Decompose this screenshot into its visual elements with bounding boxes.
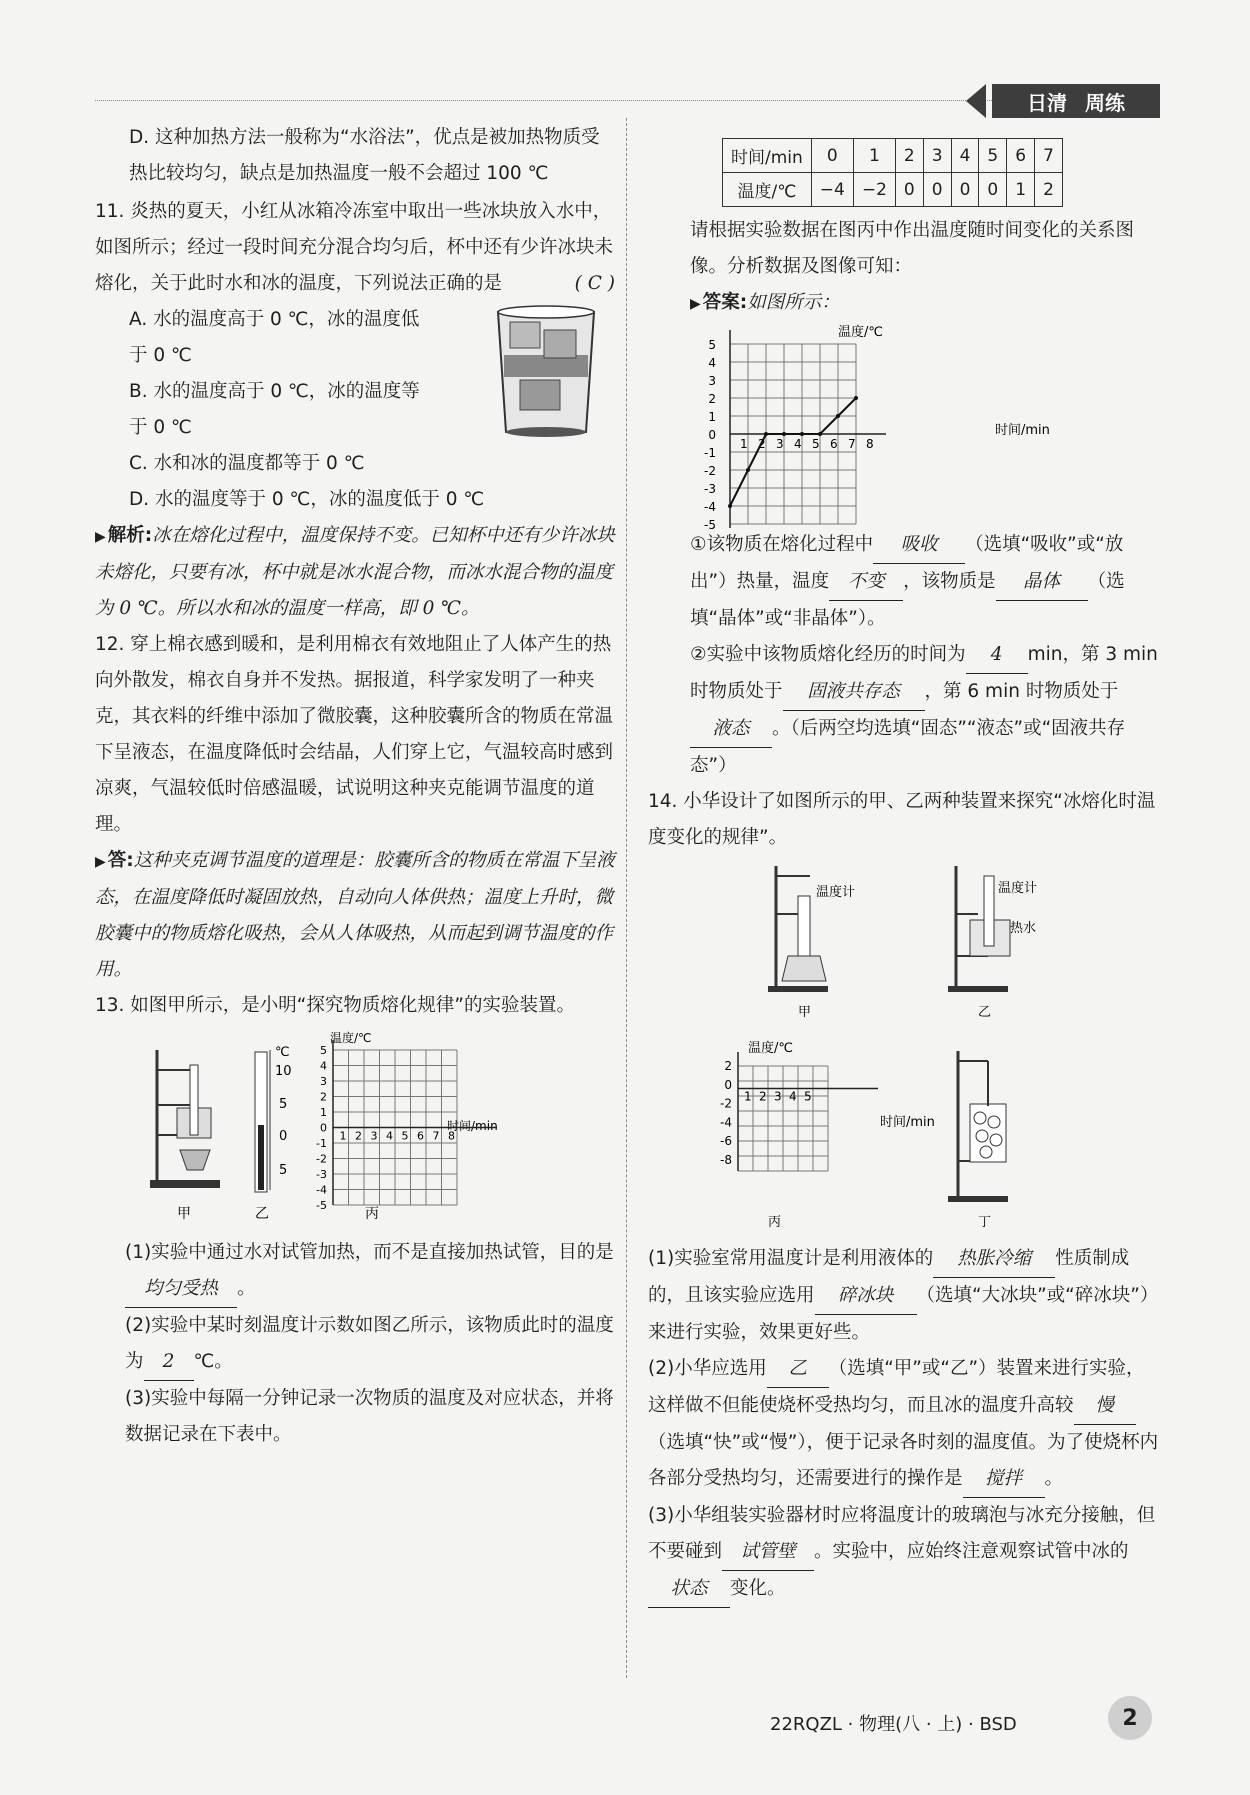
header-daily: 日清 [1027,90,1067,115]
q13-figures [95,1030,615,1230]
answer-y-tick: 4 [708,356,716,370]
table-cell: 0 [979,173,1007,207]
q14-stem: 14. 小华设计了如图所示的甲、乙两种装置来探究“冰熔化时温度变化的规律”。 [648,791,1156,848]
q14-fig-label-jia: 甲 [798,1005,812,1020]
answer-y-tick: -5 [704,518,716,532]
q13-sub-2-ans-1: 4 [966,637,1028,674]
answer-data-point [764,432,768,436]
q11-option-b: B. 水的温度高于 0 ℃，冰的温度等于 0 ℃ [129,381,420,438]
grid14-x-tick: 5 [804,1089,812,1104]
answer-x-tick: 7 [848,437,856,451]
grid14-x-tick: 1 [744,1089,752,1104]
grid13-y-tick: 3 [320,1075,327,1088]
grid13-y-tick: 2 [320,1090,327,1104]
q13-sub-2-ans-3: 液态 [690,711,772,748]
fig-label-yi: 乙 [255,1206,269,1222]
answer-data-point [800,432,804,436]
table-cell: 0 [923,173,951,207]
answer-y-tick: -4 [704,500,716,514]
answer-data-point [782,432,786,436]
grid13-x-tick: 4 [386,1129,393,1143]
table-cell: 7 [1035,139,1063,173]
q12-answer: ▶ 答:这种夹克调节温度的道理是：胶囊所含的物质在常温下呈液态，在温度降低时凝固放热，自动向人体供热；温度上升时，微胶囊中的物质熔化吸热，会从人体吸热，从而起到调节温度的作用。 [95,843,615,988]
table-cell: −4 [811,173,853,207]
q13-apparatus-jia [150,1050,220,1222]
q14-fig-label-bing: 丙 [768,1215,782,1230]
answer-y-tick: 3 [708,374,716,388]
q14-jia-thermo-label: 温度计 [816,885,856,900]
q13-sub-1-ans-1: 吸收 [873,527,965,564]
thermo-tick-10: 10 [275,1064,292,1079]
grid13-x-tick: 6 [417,1129,424,1143]
left-column [95,120,615,1453]
answer-y-tick: 2 [708,392,716,406]
q13-sub2-answer: 2 [144,1344,194,1381]
table-cell: 6 [1007,139,1035,173]
grid13-y-tick: -3 [316,1168,327,1181]
section-header [992,84,1160,118]
table-row-time [723,139,1063,173]
q13-answer-graph [660,322,1160,532]
q14-sub1-ans-1: 热胀冷缩 [933,1241,1055,1278]
table-cell: 2 [895,139,923,173]
q14-sub2: (2)小华应选用 乙 （选填“甲”或“乙”）装置来进行实验，这样做不但能使烧杯受热均匀，而且冰的温度升高较 慢（选填“快”或“慢”），便于记录各时刻的温度值。为了使烧杯内各部分受热均匀，还需要进行的操作是 搅拌 。 [648,1351,1160,1498]
q14-sub3: (3)小华组装实验器材时应将温度计的玻璃泡与冰充分接触，但不要碰到 试管壁 。实验中，应始终注意观察试管中冰的状态 变化。 [648,1498,1160,1608]
q14-fig-label-yi: 乙 [978,1005,992,1020]
q14-fig-label-ding: 丁 [978,1215,992,1230]
table-cell: −2 [853,173,895,207]
grid14-y-tick: -2 [720,1096,732,1111]
right-column [648,136,1160,1608]
q14-yi-thermo-label: 温度计 [998,881,1038,896]
grid13-y-tick: 4 [320,1059,327,1073]
table-header-temp: 温度/℃ [723,173,812,207]
table-row-temp [723,173,1063,207]
table-cell: 0 [811,139,853,173]
grid13-y-tick: -5 [316,1199,327,1212]
grid14-y-tick: 0 [724,1077,732,1092]
q14-sub3-ans-1: 试管壁 [722,1534,814,1571]
q11-option-c: C. 水和冰的温度都等于 0 ℃ [129,453,365,474]
grid13-x-tick: 2 [355,1129,362,1143]
q13-sub3: (3)实验中每隔一分钟记录一次物质的温度及对应状态，并将数据记录在下表中。 [125,1388,614,1445]
table-cell: 4 [951,139,979,173]
answer-y-tick: -1 [704,446,716,460]
grid14-xlabel: 时间/min [880,1115,935,1130]
thermo-unit: ℃ [275,1045,290,1060]
answer-y-tick: 5 [708,338,716,352]
answer-data-point [728,504,732,508]
grid13-y-tick: -2 [316,1152,327,1166]
q13-sub2: (2)实验中某时刻温度计示数如图乙所示，该物质此时的温度为 2 ℃。 [95,1308,615,1381]
grid13-x-tick: 7 [432,1129,440,1143]
grid14-y-tick: 2 [724,1059,732,1073]
grid13-y-tick: -1 [316,1137,327,1150]
grid14-x-tick: 2 [759,1089,767,1104]
q13-data-table [722,138,1063,207]
q13-sub-1: ①该物质在熔化过程中 吸收 （选填“吸收”或“放出”）热量，温度 不变 ，该物质是 晶体 （选填“晶体”或“非晶体”）。 [660,527,1160,637]
grid13-ylabel: 温度/℃ [330,1031,372,1045]
q13-blank-graph [316,1030,498,1222]
header-weekly: 周练 [1085,90,1125,115]
grid13-x-tick: 1 [339,1129,347,1143]
q13-answer-label: ▶ 答案:如图所示： [660,285,1160,322]
answer-graph-xlabel: 时间/min [995,423,1050,438]
q14-sub2-ans-2: 慢 [1074,1388,1136,1425]
grid14-ylabel: 温度/℃ [748,1041,793,1056]
table-cell: 1 [1007,173,1035,207]
thermo-tick-5: 5 [279,1097,288,1112]
q13-stem: 13. 如图甲所示，是小明“探究物质熔化规律”的实验装置。 [95,995,575,1016]
grid14-y-tick: -6 [720,1134,732,1148]
answer-y-tick: 1 [708,410,716,424]
q11 [95,194,615,627]
q14-sub1-ans-2: 碎冰块 [815,1278,917,1315]
q11-analysis: ▶ 解析:冰在熔化过程中，温度保持不变。已知杯中还有少许冰块未熔化，只要有冰，杯中就是冰水混合物，而冰水混合物的温度为 0 ℃。所以水和冰的温度一样高，即 0 ℃。 [95,518,615,627]
header-rule [95,100,1010,101]
table-cell: 3 [923,139,951,173]
grid13-y-tick: 5 [320,1044,327,1057]
grid13-y-tick: 1 [320,1106,327,1119]
answer-x-tick: 5 [812,437,820,451]
q13-sub-1-ans-2: 不变 [829,564,903,601]
q14-blank-graph [720,1040,935,1230]
grid14-y-tick: -4 [720,1115,732,1130]
answer-x-tick: 1 [740,437,748,451]
q14-hot-water-label: 热水 [1010,921,1037,936]
answer-y-tick: -3 [704,482,716,496]
thermo-tick-neg5: 5 [279,1163,288,1178]
answer-x-tick: 6 [830,437,838,451]
q12-stem: 12. 穿上棉衣感到暖和，是利用棉衣有效地阻止了人体产生的热向外散发，棉衣自身并不发热。据报道，科学家发明了一种夹克，其衣料的纤维中添加了微胶囊，这种胶囊所含的物质在常温下呈液态，在温度降低时会结晶，人们穿上它，气温较高时感到凉爽，气温较低时倍感温暖，试说明这种夹克能调节温度的道理。 [95,634,614,835]
answer-y-tick: -2 [704,464,716,478]
grid13-x-tick: 5 [401,1129,409,1143]
answer-x-tick: 2 [758,437,766,451]
q11-answer: ( C ) [574,273,615,294]
answer-data-point [746,468,750,472]
q12 [95,627,615,988]
grid13-y-tick: 0 [320,1121,327,1135]
q14-apparatus-jia [768,866,855,1020]
q11-option-a: A. 水的温度高于 0 ℃，冰的温度低于 0 ℃ [129,309,420,366]
table-cell: 0 [951,173,979,207]
answer-data-point [836,414,840,418]
grid13-x-tick: 8 [448,1129,455,1143]
answer-x-tick: 8 [866,437,874,451]
grid13-y-tick: -4 [316,1183,327,1197]
q13-sub-1-ans-3: 晶体 [996,564,1088,601]
q14-figures [648,856,1148,1236]
column-divider [626,118,627,1678]
answer-graph-ylabel: 温度/℃ [838,325,883,340]
q10-option-d: D. 这种加热方法一般称为“水浴法”，优点是被加热物质受热比较均匀，缺点是加热温度一般不会超过 100 ℃ [129,127,600,184]
q14-apparatus-yi [948,866,1037,1020]
ice-water-glass-figure [490,300,602,440]
table-cell: 5 [979,139,1007,173]
table-cell: 1 [853,139,895,173]
grid14-x-tick: 3 [774,1089,782,1104]
q13-sub1: (1)实验中通过水对试管加热，而不是直接加热试管，目的是均匀受热 。 [95,1235,615,1308]
answer-y-tick: 0 [708,428,716,442]
answer-x-tick: 3 [776,437,784,451]
answer-data-point [854,396,858,400]
q11-option-d: D. 水的温度等于 0 ℃，冰的温度低于 0 ℃ [129,489,485,510]
grid14-x-tick: 4 [789,1089,797,1104]
q14-sub1: (1)实验室常用温度计是利用液体的 热胀冷缩 性质制成的，且该实验应选用 碎冰块 （选填“大冰块”或“碎冰块”）来进行实验，效果更好些。 [648,1241,1160,1351]
answer-x-tick: 4 [794,437,802,451]
answer-data-point [818,432,822,436]
grid13-xlabel: 时间/min [447,1119,498,1133]
table-cell: 2 [1035,173,1063,207]
q14-sub3-ans-2: 状态 [648,1571,730,1608]
q14-apparatus-ding [948,1051,1008,1230]
grid13-x-tick: 3 [370,1129,378,1143]
table-cell: 0 [895,173,923,207]
q13-thermometer-yi [255,1045,292,1222]
q13-sub-2-ans-2: 固液共存态 [783,674,925,711]
q13-sub1-answer: 均匀受热 [125,1271,237,1308]
table-header-time: 时间/min [723,139,812,173]
q13 [95,988,615,1453]
page-number: 2 [1108,1696,1152,1740]
fig-label-jia: 甲 [177,1206,191,1222]
thermo-tick-0: 0 [279,1129,288,1144]
footer-code: 22RQZL · 物理(八 · 上) · BSD [770,1714,1017,1735]
fig-label-bing: 丙 [365,1206,379,1222]
q14-sub2-ans-3: 搅拌 [963,1461,1045,1498]
q11-stem: 11. 炎热的夏天，小红从冰箱冷冻室中取出一些冰块放入水中，如图所示；经过一段时间充分混合均匀后，杯中还有少许冰块未熔化，关于此时水和冰的温度，下列说法正确的是 ( C ) [95,194,615,302]
q13-plot-prompt: 请根据实验数据在图丙中作出温度随时间变化的关系图像。分析数据及图像可知： [690,220,1135,277]
q14-sub2-ans-1: 乙 [767,1351,829,1388]
q14 [648,784,1160,1608]
q13-sub-2: ②实验中该物质熔化经历的时间为 4 min，第 3 min 时物质处于 固液共存态 ，第 6 min 时物质处于液态 。（后两空均选填“固态”“液态”或“固液共存态”） [660,637,1160,784]
grid14-y-tick: -8 [720,1152,732,1167]
